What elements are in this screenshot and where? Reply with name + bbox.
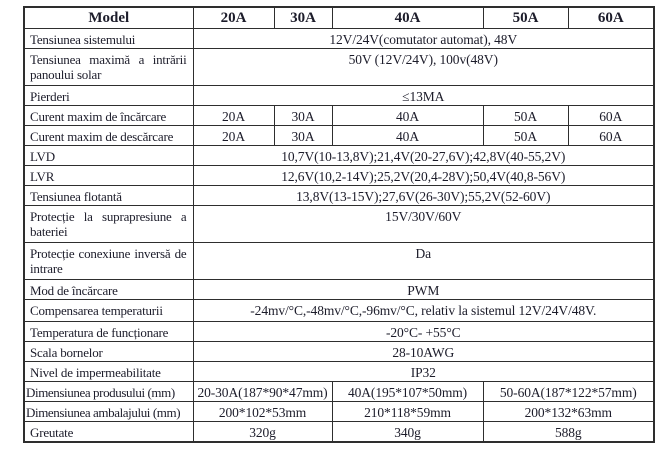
row-value: 60A xyxy=(568,106,654,126)
row-label: Pierderi xyxy=(24,86,193,106)
spec-row xyxy=(24,280,654,300)
row-value: 30A xyxy=(274,126,332,146)
spec-row xyxy=(24,342,654,362)
row-value: 12V/24V(comutator automat), 48V xyxy=(193,29,654,49)
spec-row xyxy=(24,243,654,280)
spec-row xyxy=(24,146,654,166)
spec-row xyxy=(24,166,654,186)
spec-row xyxy=(24,29,654,49)
row-value: IP32 xyxy=(193,362,654,382)
header-30a: 30A xyxy=(274,7,332,29)
header-40a: 40A xyxy=(332,7,483,29)
row-label: Nivel de impermeabilitate xyxy=(24,362,193,382)
row-value: 60A xyxy=(568,126,654,146)
row-label: Dimensiunea ambalajului (mm) xyxy=(24,402,193,422)
spec-row xyxy=(24,322,654,342)
row-value: 20A xyxy=(193,126,274,146)
spec-row xyxy=(24,186,654,206)
row-value: 40A xyxy=(332,126,483,146)
row-value: 50A xyxy=(483,126,568,146)
spec-row xyxy=(24,422,654,443)
spec-table xyxy=(23,6,655,443)
row-label: Greutate xyxy=(24,422,193,443)
table-header-row xyxy=(24,7,654,29)
spec-row xyxy=(24,106,654,126)
row-label: Mod de încărcare xyxy=(24,280,193,300)
row-value: -20°C- +55°C xyxy=(193,322,654,342)
spec-row xyxy=(24,300,654,322)
row-label: Protecție la suprapresiune a bateriei xyxy=(24,206,193,243)
row-label: Curent maxim de descărcare xyxy=(24,126,193,146)
row-label: Protecție conexiune inversă de intrare xyxy=(24,243,193,280)
spec-row xyxy=(24,402,654,422)
spec-row xyxy=(24,206,654,243)
row-label: Tensiunea sistemului xyxy=(24,29,193,49)
row-value: 13,8V(13-15V);27,6V(26-30V);55,2V(52-60V) xyxy=(193,186,654,206)
row-value: 40A xyxy=(332,106,483,126)
header-60a: 60A xyxy=(568,7,654,29)
row-value: 15V/30V/60V xyxy=(193,206,654,243)
row-value: 12,6V(10,2-14V);25,2V(20,4-28V);50,4V(40,8-56V) xyxy=(193,166,654,186)
row-value: 200*102*53mm xyxy=(193,402,332,422)
spec-row xyxy=(24,382,654,402)
row-value: 50A xyxy=(483,106,568,126)
row-value: 50-60A(187*122*57mm) xyxy=(483,382,654,402)
spec-row xyxy=(24,86,654,106)
header-model: Model xyxy=(24,7,193,29)
row-value: 40A(195*107*50mm) xyxy=(332,382,483,402)
row-value: Da xyxy=(193,243,654,280)
row-label: Curent maxim de încărcare xyxy=(24,106,193,126)
row-value: 30A xyxy=(274,106,332,126)
row-value: 20-30A(187*90*47mm) xyxy=(193,382,332,402)
row-value: 20A xyxy=(193,106,274,126)
row-label: Temperatura de funcționare xyxy=(24,322,193,342)
row-value: -24mv/°C,-48mv/°C,-96mv/°C, relativ la sistemul 12V/24V/48V. xyxy=(193,300,654,322)
row-value: 588g xyxy=(483,422,654,443)
row-label: Tensiunea maximă a intrării panoului solar xyxy=(24,49,193,86)
row-label: LVR xyxy=(24,166,193,186)
spec-row xyxy=(24,362,654,382)
header-50a: 50A xyxy=(483,7,568,29)
row-value: 10,7V(10-13,8V);21,4V(20-27,6V);42,8V(40-55,2V) xyxy=(193,146,654,166)
row-value: 320g xyxy=(193,422,332,443)
row-label: Compensarea temperaturii xyxy=(24,300,193,322)
row-label: LVD xyxy=(24,146,193,166)
row-label: Dimensiunea produsului (mm) xyxy=(24,382,193,402)
row-value: 210*118*59mm xyxy=(332,402,483,422)
row-value: 50V (12V/24V), 100v(48V) xyxy=(193,49,654,86)
row-label: Tensiunea flotantă xyxy=(24,186,193,206)
row-value: 200*132*63mm xyxy=(483,402,654,422)
row-label: Scala bornelor xyxy=(24,342,193,362)
row-value: 28-10AWG xyxy=(193,342,654,362)
row-value: ≤13MA xyxy=(193,86,654,106)
header-20a: 20A xyxy=(193,7,274,29)
spec-row xyxy=(24,126,654,146)
row-value: PWM xyxy=(193,280,654,300)
row-value: 340g xyxy=(332,422,483,443)
spec-row xyxy=(24,49,654,86)
